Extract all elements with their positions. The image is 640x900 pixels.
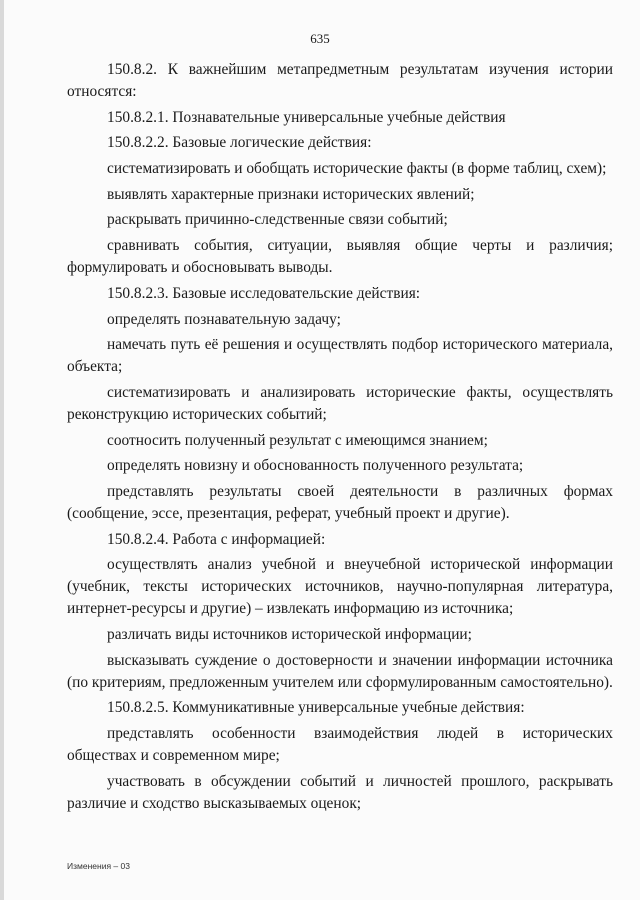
list-item: раскрывать причинно-следственные связи событий; bbox=[107, 211, 448, 229]
list-item: осуществлять анализ учебной и внеучебной исторической информации (учебник, тексты исторических источников, научно-популярная литература, интернет-ресурсы и другие) – извлекать информацию из источника; bbox=[67, 556, 613, 618]
list-item: участвовать в обсуждении событий и личностей прошлого, раскрывать различие и сходство высказываемых оценок; bbox=[67, 772, 613, 812]
list-item: систематизировать и обобщать исторические факты (в форме таблиц, схем); bbox=[107, 160, 607, 178]
list-item: представлять особенности взаимодействия людей в исторических обществах и современном мире; bbox=[67, 725, 613, 765]
document-body bbox=[67, 59, 613, 818]
list-item: систематизировать и анализировать исторические факты, осуществлять реконструкцию исторических событий; bbox=[67, 383, 613, 423]
paragraph: 150.8.2.3. Базовые исследовательские действия: bbox=[107, 284, 421, 302]
paragraph: 150.8.2.1. Познавательные универсальные учебные действия bbox=[107, 108, 506, 126]
list-item: определять познавательную задачу; bbox=[107, 310, 341, 328]
list-item: выявлять характерные признаки исторических явлений; bbox=[107, 185, 475, 203]
list-item: представлять результаты своей деятельности в различных формах (сообщение, эссе, презентация, реферат, учебный проект и другие). bbox=[67, 482, 613, 522]
list-item: соотносить полученный результат с имеющимся знанием; bbox=[107, 431, 488, 449]
paragraph: 150.8.2. К важнейшим метапредметным результатам изучения истории относятся: bbox=[67, 61, 613, 100]
list-item: сравнивать события, ситуации, выявляя общие черты и различия; формулировать и обосновывать выводы. bbox=[67, 237, 613, 277]
list-item: высказывать суждение о достоверности и значении информации источника (по критериям, предложенным учителем или сформулированным самостоятельно). bbox=[67, 651, 613, 691]
paragraph: 150.8.2.2. Базовые логические действия: bbox=[107, 134, 372, 152]
list-item: определять новизну и обоснованность полученного результата; bbox=[107, 457, 524, 475]
list-item: различать виды источников исторической информации; bbox=[107, 626, 472, 643]
paragraph: 150.8.2.5. Коммуникативные универсальные учебные действия: bbox=[107, 699, 525, 717]
footer-revision: Изменения – 03 bbox=[67, 861, 130, 871]
page-number: 635 bbox=[310, 31, 330, 46]
list-item: намечать путь её решения и осуществлять подбор исторического материала, объекта; bbox=[67, 336, 613, 376]
paragraph: 150.8.2.4. Работа с информацией: bbox=[107, 530, 326, 548]
